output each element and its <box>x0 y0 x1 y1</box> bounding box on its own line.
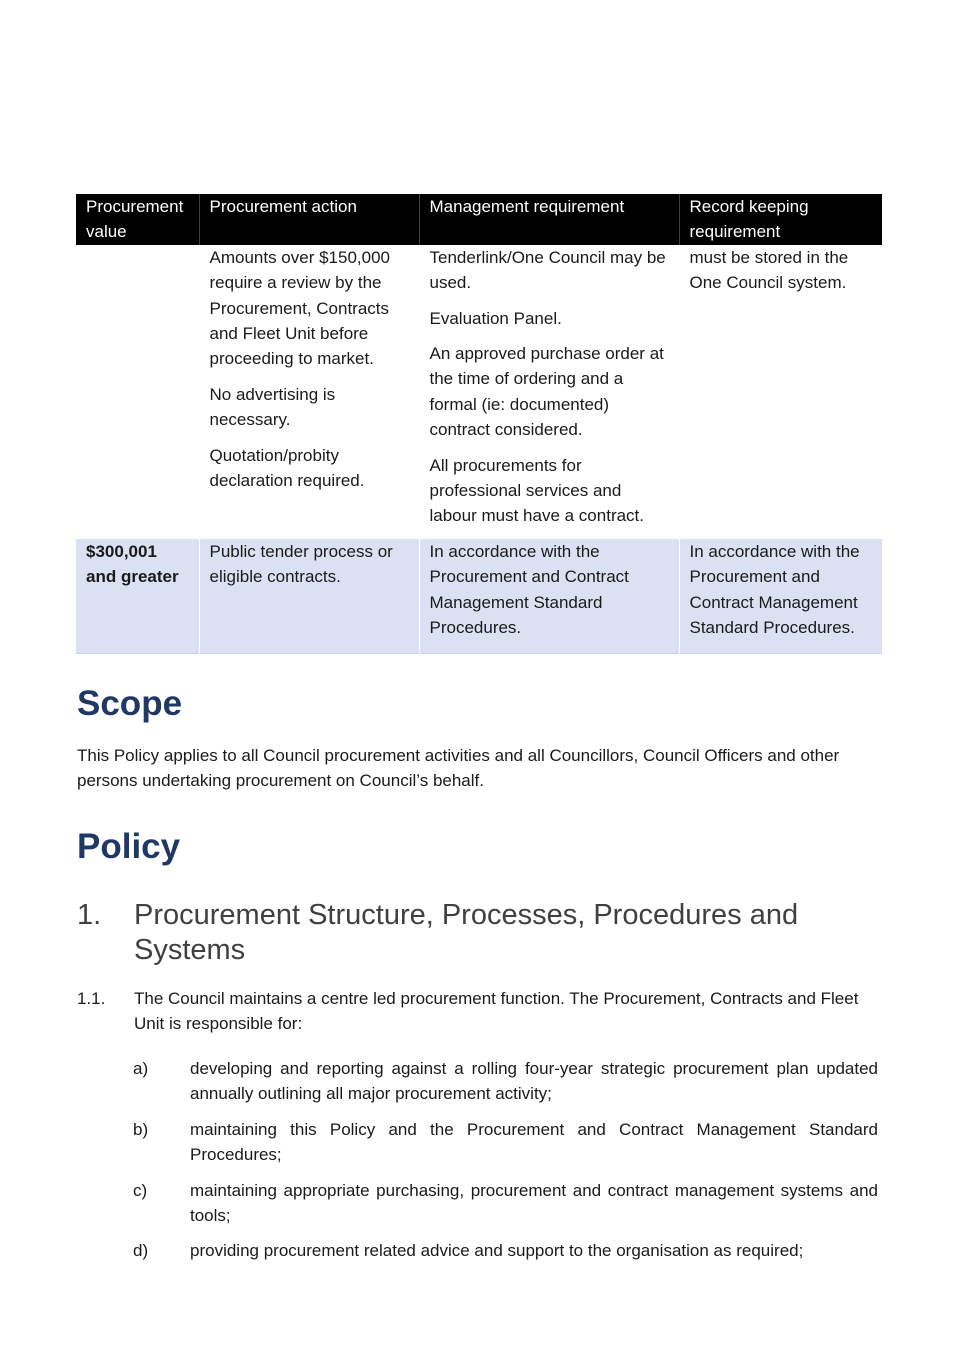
procurement-table <box>76 194 882 654</box>
cell-paragraph: All procurements for professional services and labour must have a contract. <box>429 455 645 526</box>
list-item-label: d) <box>133 1241 149 1261</box>
cell-record: In accordance with the Procurement and Contract Management Standard Procedures. <box>679 539 882 653</box>
header-record-keeping: Record keeping requirement <box>679 194 882 245</box>
cell-paragraph: Tenderlink/One Council may be used. <box>429 247 666 293</box>
list-item-text: providing procurement related advice and support to the organisation as required; <box>190 1241 804 1261</box>
list-item <box>133 1117 878 1168</box>
cell-value <box>76 245 199 539</box>
list-item <box>133 1238 878 1263</box>
list-item-text: maintaining this Policy and the Procurement and Contract Management Standard Procedures; <box>190 1119 878 1165</box>
cell-action <box>199 245 419 539</box>
clause-text: The Council maintains a centre led procurement function. The Procurement, Contracts and Fleet Unit is responsible for: <box>134 989 859 1034</box>
cell-management <box>419 245 679 539</box>
cell-record: must be stored in the One Council system. <box>679 245 882 539</box>
list-item-label: b) <box>133 1119 149 1139</box>
section-heading <box>77 898 877 968</box>
cell-paragraph: Quotation/probity declaration required. <box>209 445 365 491</box>
policy-heading: Policy <box>77 827 181 866</box>
cell-management: In accordance with the Procurement and Contract Management Standard Procedures. <box>419 539 679 653</box>
cell-paragraph: No advertising is necessary. <box>209 384 336 430</box>
section-title: Procurement Structure, Processes, Procedures and Systems <box>134 899 799 966</box>
table-header-row <box>76 194 882 245</box>
scope-text: This Policy applies to all Council procurement activities and all Councillors, Council Officers and other persons undertaking procurement on Council’s behalf. <box>77 746 840 791</box>
list-item-label: c) <box>133 1180 148 1200</box>
clause-1-1 <box>77 986 877 1037</box>
list-item <box>133 1056 878 1107</box>
cell-paragraph: An approved purchase order at the time of ordering and a formal (ie: documented) contract considered. <box>429 344 664 440</box>
header-procurement-action: Procurement action <box>199 194 419 245</box>
list-item-text: maintaining appropriate purchasing, procurement and contract management systems and tools; <box>190 1180 878 1226</box>
header-procurement-value: Procurement value <box>76 194 199 245</box>
clause-number: 1.1. <box>77 989 106 1008</box>
clause-items-list <box>133 1056 878 1274</box>
list-item-text: developing and reporting against a rolling four-year strategic procurement plan updated annually outlining all major procurement activity; <box>190 1059 878 1104</box>
scope-heading: Scope <box>77 684 183 723</box>
table-row <box>76 539 882 653</box>
cell-paragraph: Amounts over $150,000 require a review by the Procurement, Contracts and Fleet Unit before proceeding to market. <box>209 247 391 369</box>
cell-value: $300,001 and greater <box>76 539 199 653</box>
list-item <box>133 1178 878 1229</box>
cell-action: Public tender process or eligible contracts. <box>199 539 419 653</box>
section-number: 1. <box>77 899 102 931</box>
list-item-label: a) <box>133 1059 149 1078</box>
header-management-requirement: Management requirement <box>419 194 679 245</box>
table-row <box>76 245 882 539</box>
cell-paragraph: Evaluation Panel. <box>429 308 562 328</box>
